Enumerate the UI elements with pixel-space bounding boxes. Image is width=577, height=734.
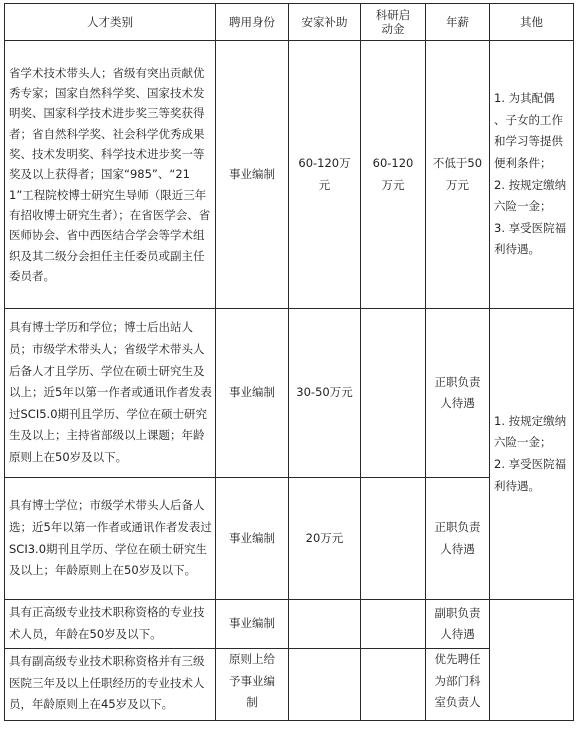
subsidy-cell <box>289 649 361 721</box>
salary-cell: 正职负责人待遇 <box>426 309 490 478</box>
position-cell: 事业编制 <box>216 600 289 649</box>
salary-cell: 正职负责人待遇 <box>426 478 490 600</box>
research-fund-cell <box>361 649 426 721</box>
header-position: 聘用身份 <box>216 4 289 41</box>
header-category: 人才类别 <box>5 4 216 41</box>
research-fund-cell: 60-120万元 <box>361 41 426 309</box>
other-cell-empty <box>490 600 574 721</box>
category-cell: 具有副高级专业技术职称资格并有三级医院三年及以上任职经历的专业技术人员，年龄原则上在45岁及以下。 <box>5 649 216 721</box>
other-cell <box>490 309 574 600</box>
header-other: 其他 <box>490 4 574 41</box>
other-notes-1: 1. 为其配偶 、子女的工作和学习等提供便利条件； 2. 按规定缴纳六险一金； 3. 享受医院福利待遇。 <box>494 91 567 257</box>
table-row <box>5 600 574 649</box>
category-cell: 具有博士学历和学位；博士后出站人员；市级学术带头人；省级学术带头人后备人才且学历、学位在硕士研究生及以上；近5年以第一作者或通讯作者发表过SCI5.0期刊且学历、学位在硕士研究生及以上；主持省部级以上课题；年龄原则上在50岁及以下。 <box>5 309 216 478</box>
salary-cell: 副职负责人待遇 <box>426 600 490 649</box>
category-cell: 省学术技术带头人；省级有突出贡献优秀专家；国家自然科学奖、国家技术发明奖、国家科学技术进步奖三等奖获得者；省自然科学奖、社会科学优秀成果奖、技术发明奖、科学技术进步奖一等奖及以上获得者；国家“985”、“211”工程院校博士研究生导师（限近三年有招收博士研究生者）；在省医学会、省医师协会、省中西医结合学会等学术组织及其二级分会担任主任委员或副主任委员者。 <box>5 41 216 309</box>
table-row <box>5 478 574 600</box>
header-row <box>5 4 574 41</box>
research-fund-cell <box>361 478 426 600</box>
subsidy-cell: 30-50万元 <box>289 309 361 478</box>
other-cell <box>490 41 574 309</box>
salary-cell: 不低于50万元 <box>426 41 490 309</box>
header-salary: 年薪 <box>426 4 490 41</box>
position-cell: 原则上给予事业编制 <box>216 649 289 721</box>
subsidy-cell <box>289 600 361 649</box>
other-notes-2: 1. 按规定缴纳六险一金； 2. 享受医院福利待遇。 <box>494 413 567 493</box>
talent-policy-table <box>4 3 574 721</box>
salary-cell: 优先聘任为部门科室负责人 <box>426 649 490 721</box>
header-subsidy: 安家补助 <box>289 4 361 41</box>
table-row <box>5 309 574 478</box>
subsidy-cell: 20万元 <box>289 478 361 600</box>
table-row <box>5 41 574 309</box>
position-cell: 事业编制 <box>216 41 289 309</box>
header-research-fund: 科研启动金 <box>361 4 426 41</box>
category-cell: 具有正高级专业技术职称资格的专业技术人员，年龄在50岁及以下。 <box>5 600 216 649</box>
position-cell: 事业编制 <box>216 309 289 478</box>
subsidy-cell: 60-120万元 <box>289 41 361 309</box>
position-cell: 事业编制 <box>216 478 289 600</box>
research-fund-cell <box>361 600 426 649</box>
table-row <box>5 649 574 721</box>
research-fund-cell <box>361 309 426 478</box>
category-cell: 具有博士学位；市级学术带头人后备人选；近5年以第一作者或通讯作者发表过SCI3.0期刊且学历、学位在硕士研究生及以上；年龄原则上在50岁及以下。 <box>5 478 216 600</box>
